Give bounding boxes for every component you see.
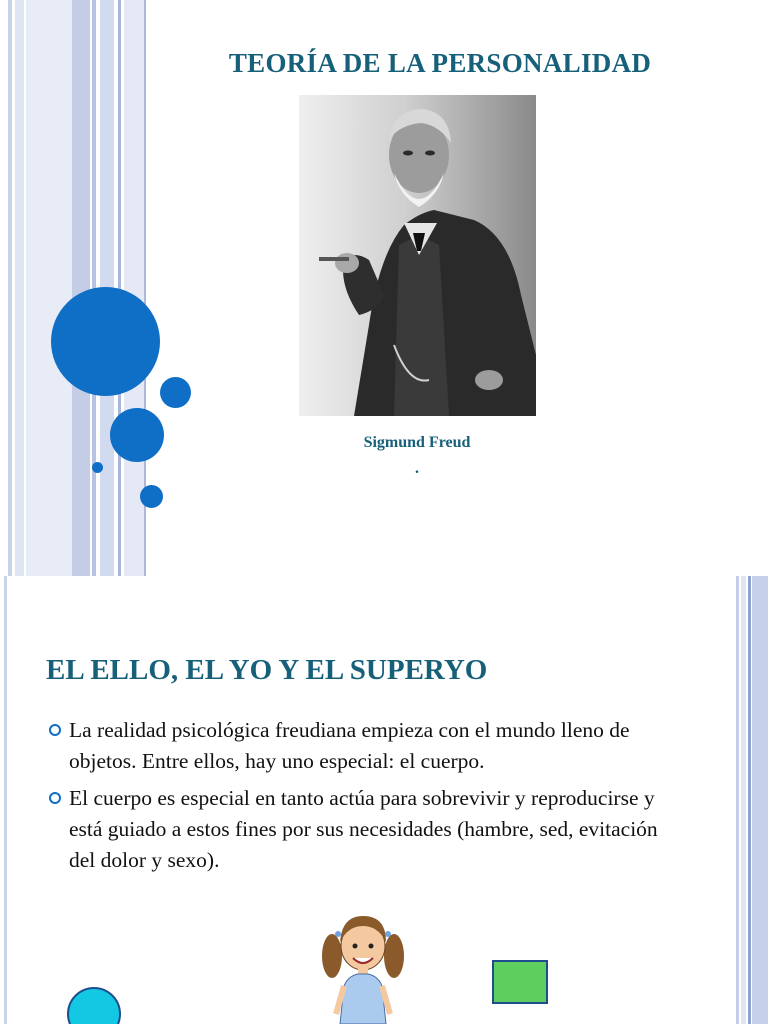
bullet-item <box>46 715 686 777</box>
caption-dot: . <box>415 460 419 477</box>
decorative-stripe <box>752 576 768 1024</box>
bullet-list <box>46 715 686 882</box>
photo-caption: Sigmund Freud <box>363 434 471 451</box>
decorative-circle-small <box>92 462 103 473</box>
slide-title: TEORÍA DE LA PERSONALIDAD <box>228 48 652 78</box>
decorative-circle <box>160 377 191 408</box>
decorative-stripe <box>741 576 746 1024</box>
decorative-stripe <box>4 576 7 1024</box>
slide-title: EL ELLO, EL YO Y EL SUPERYO <box>46 654 488 686</box>
bullet-circle-icon <box>49 724 61 736</box>
decorative-stripe <box>736 576 739 1024</box>
bullet-circle-icon <box>49 792 61 804</box>
girl-cartoon-image <box>318 904 408 1024</box>
decorative-circle <box>140 485 163 508</box>
freud-portrait-image <box>299 95 536 416</box>
decorative-stripe <box>748 576 751 1024</box>
cyan-circle-shape <box>67 987 121 1024</box>
decorative-stripe <box>8 0 12 576</box>
bullet-item <box>46 783 686 876</box>
green-square-shape <box>492 960 548 1004</box>
decorative-stripe <box>72 0 90 576</box>
decorative-circle <box>110 408 164 462</box>
slide-2 <box>0 576 768 1024</box>
decorative-circle-large <box>51 287 160 396</box>
bullet-text: El cuerpo es especial en tanto actúa para sobrevivir y reproducirse y está guiado a estos fines por sus necesidades (hambre, sed, evitación del dolor y sexo). <box>69 786 658 872</box>
bullet-text: La realidad psicológica freudiana empieza con el mundo lleno de objetos. Entre ellos, hay uno especial: el cuerpo. <box>69 718 630 773</box>
decorative-stripe <box>15 0 24 576</box>
decorative-stripe <box>26 0 72 576</box>
